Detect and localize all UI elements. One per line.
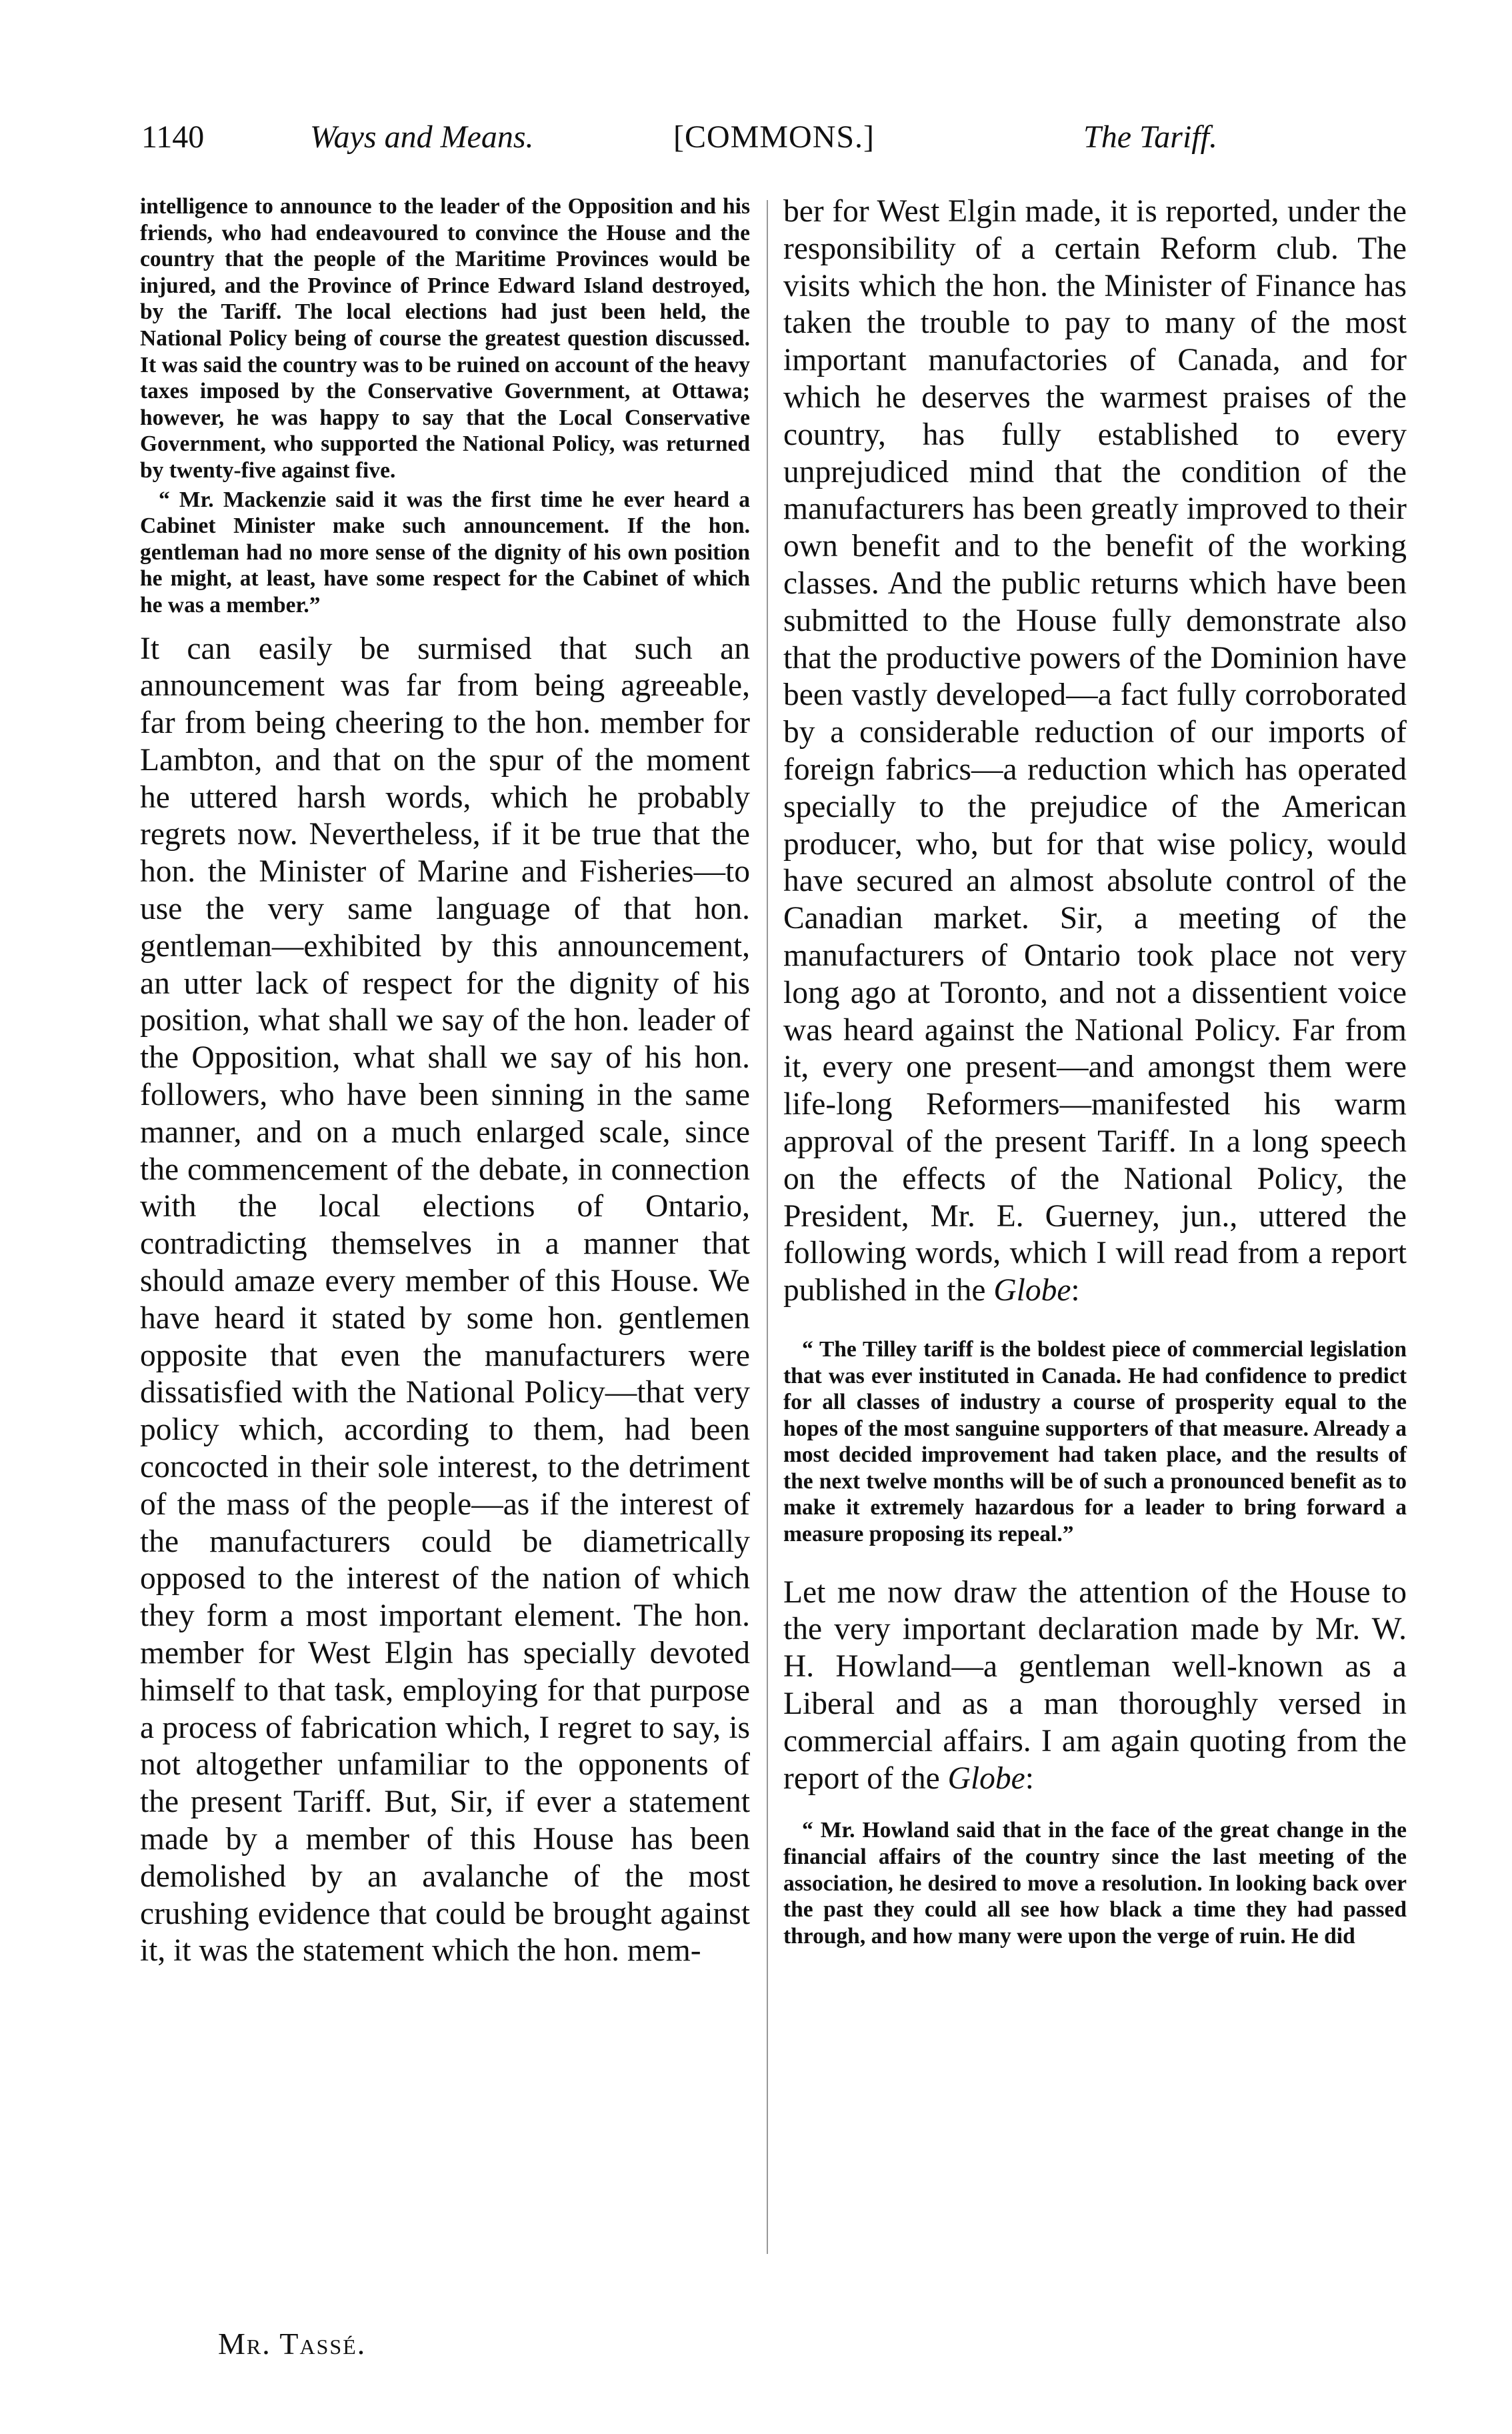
quoted-passage: “ Mr. Mackenzie said it was the first time he ever heard a Cabinet Minister make such announcement. If the hon. gentleman had no more sense of the dignity of his own position he might, at least, have some respect for the Cabinet of which he was a member.” <box>140 487 750 618</box>
page-number: 1140 <box>141 119 205 155</box>
speaker-name: Mr. Tassé. <box>218 2327 367 2361</box>
body-paragraph: It can easily be surmised that such an announcement was far from being agreeable, far from being cheering to the hon. member for Lambton, and that on the spur of the moment he uttered harsh words, which he probably regrets now. Nevertheless, if it be true that the hon. the Minister of Marine and Fisheries—to use the very same language of that hon. gentleman—exhibited by this announcement, an utter lack of respect for the dignity of his position, what shall we say of the hon. leader of the Opposition, what shall we say of his hon. followers, who have been sinning in the same manner, and on a much enlarged scale, since the commencement of the debate, in connection with the local elections of Ontario, contradicting themselves in a manner that should amaze every member of this House. We have heard it stated by some hon. gentlemen opposite that even the manufacturers were dissatisfied with the National Policy—that very policy which, according to them, had been concocted in their sole interest, to the detriment of the mass of the people—as if the interest of the manufacturers could be diametrically opposed to the interest of the nation of which they form a most important element. The hon. member for West Elgin has specially devoted himself to that task, employing for that purpose a process of fabrication which, I regret to say, is not altogether unfamiliar to the opponents of the present Tariff. But, Sir, if ever a statement made by a member of this House has been demolished by an avalanche of the most crushing evidence that could be brought against it, it was the statement which the hon. mem- <box>140 631 750 1969</box>
body-paragraph <box>783 1574 1407 1798</box>
running-title-right: The Tariff. <box>1083 119 1217 155</box>
body-paragraph <box>783 193 1407 1310</box>
running-title-center: [COMMONS.] <box>673 119 875 155</box>
newspaper-title: Globe <box>947 1760 1025 1796</box>
quoted-passage: intelligence to announce to the leader of the Opposition and his friends, who had endeavoured to convince the House and the country that the people of the Maritime Provinces would be injured, and the Province of Prince Edward Island destroyed, by the Tariff. The local elections had just been held, the National Policy being of course the greatest question discussed. It was said the country was to be ruined on account of the heavy taxes imposed by the Conservative Government, at Ottawa; however, he was happy to say that the Local Conservative Government, who supported the National Policy, was returned by twenty-five against five. <box>140 194 750 483</box>
punctuation: : <box>1025 1760 1034 1796</box>
paragraph-text: ber for West Elgin made, it is reported, under the responsibility of a certain Reform club. The visits which the hon. the Minister of Finance has taken the trouble to pay to many of the most important manufactories of Canada, and for which he deserves the warmest praises of the country, has fully established to every unprejudiced mind that the condition of the manufacturers has been greatly improved to their own benefit and to the benefit of the working classes. And the public returns which have been submitted to the House fully demonstrate also that the productive powers of the Dominion have been vastly developed—a fact fully corroborated by a considerable reduction of our imports of foreign fabrics—a reduction which has operated specially to the prejudice of the American producer, who, but for that wise policy, would have secured an almost absolute control of the Canadian market. Sir, a meeting of the manufacturers of Ontario took place not very long ago at Toronto, and not a dissentient voice was heard against the National Policy. Far from it, every one present—and amongst them were life-long Reformers—manifested his warm approval of the present Tariff. In a long speech on the effects of the National Policy, the President, Mr. E. Guerney, jun., uttered the following words, which I will read from a report published in the <box>783 194 1407 1308</box>
column-divider <box>767 200 768 2254</box>
running-title-left: Ways and Means. <box>310 119 534 155</box>
quoted-passage: “ Mr. Howland said that in the face of the great change in the financial affairs of the country since the last meeting of the association, he desired to move a resolution. In looking back over the past they could all see how black a time they had passed through, and how many were upon the verge of ruin. He did <box>783 1818 1407 1949</box>
newspaper-title: Globe <box>993 1273 1071 1308</box>
paragraph-text: Let me now draw the attention of the House to the very important declaration made by Mr. W. H. Howland—a gentleman well-known as a Liberal and as a man thoroughly versed in commercial affairs. I am again quoting from the report of the <box>783 1574 1407 1796</box>
quoted-passage: “ The Tilley tariff is the boldest piece of commercial legislation that was ever instituted in Canada. He had confidence to predict for all classes of industry a course of prosperity equal to the hopes of the most sanguine supporters of that measure. Already a most decided improvement had taken place, and the results of the next twelve months will be of such a pronounced benefit as to make it extremely hazardous for a leader to bring forward a measure proposing its repeal.” <box>783 1336 1407 1547</box>
left-column <box>140 193 750 1970</box>
punctuation: : <box>1071 1273 1080 1308</box>
page-header <box>0 119 1512 165</box>
right-column <box>783 193 1407 1949</box>
